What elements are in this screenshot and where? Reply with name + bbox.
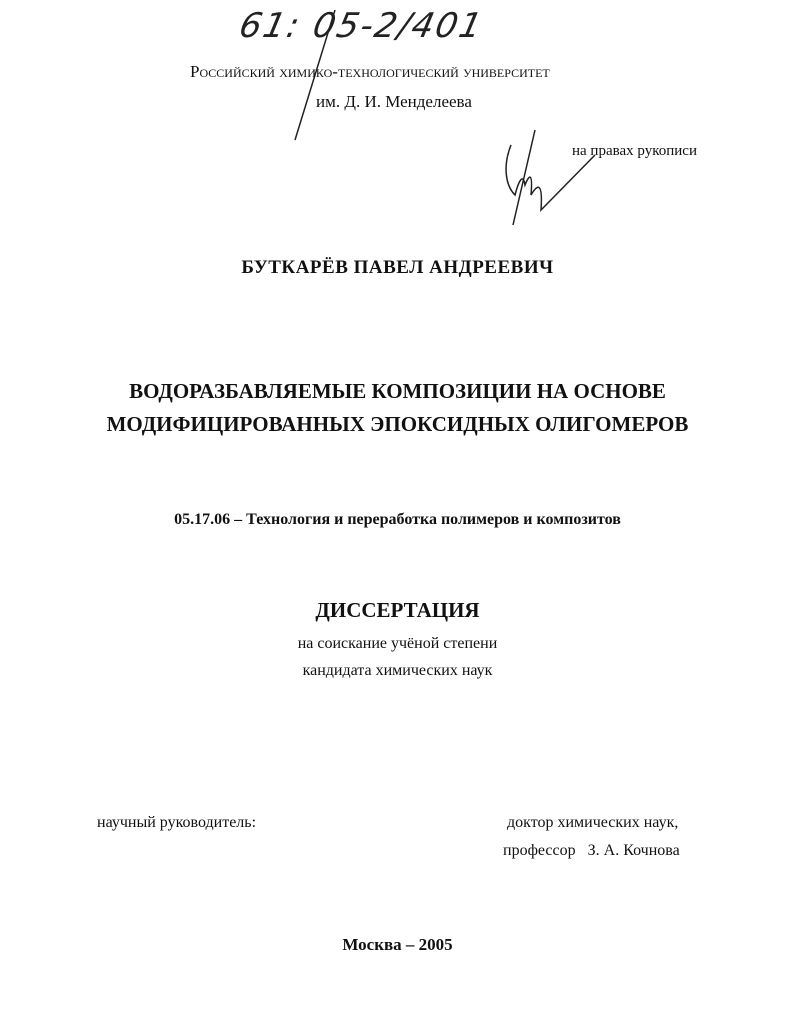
city-year: Москва – 2005 [342, 935, 453, 954]
signature-icon [495, 125, 615, 235]
degree-line-2: кандидата химических наук [302, 662, 493, 679]
specialty: 05.17.06 – Технология и переработка полимеров и композитов [174, 511, 621, 528]
title-line-1: ВОДОРАЗБАВЛЯЕМЫЕ КОМПОЗИЦИИ НА ОСНОВЕ [129, 379, 666, 403]
author-name: БУТКАРЁВ ПАВЕЛ АНДРЕЕВИЧ [241, 257, 554, 278]
manuscript-note: на правах рукописи [572, 143, 697, 159]
supervisor-label: научный руководитель: [97, 814, 257, 831]
university-name: Российский химико-технологический университет [190, 62, 550, 81]
document-type: ДИССЕРТАЦИЯ [315, 598, 480, 622]
dissertation-title [0, 375, 795, 441]
handwritten-archive-number: 61: 05-2/401 [235, 6, 488, 46]
supervisor-name: профессор З. А. Кочнова [503, 842, 680, 859]
title-line-2: МОДИФИЦИРОВАННЫХ ЭПОКСИДНЫХ ОЛИГОМЕРОВ [106, 412, 689, 436]
degree-line-1: на соискание учёной степени [297, 635, 498, 652]
supervisor-title: доктор химических наук, [507, 814, 679, 831]
university-named-after: им. Д. И. Менделеева [316, 92, 472, 111]
